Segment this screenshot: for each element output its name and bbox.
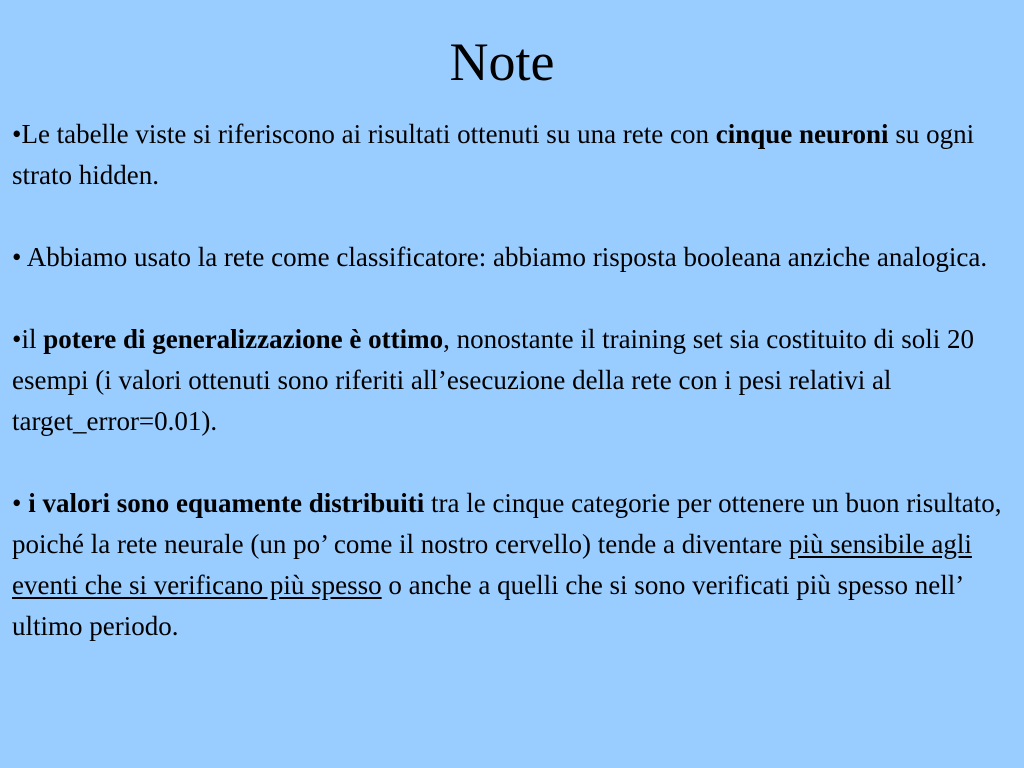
slide-title: Note [449, 32, 555, 92]
bullet-marker: • [12, 488, 22, 518]
bullet-3-bold: potere di generalizzazione è ottimo [43, 324, 444, 354]
bullet-marker: • [12, 324, 22, 354]
bullet-1-text-2: su ogni strato hidden. [12, 119, 975, 190]
slide-body [12, 114, 1002, 647]
bullet-3-text-2: , nonostante il training set sia costituito di soli 20 esempi (i valori ottenuti sono riferiti all’esecuzione della rete con i pesi relativi al target_error=0.01). [12, 324, 975, 436]
bullet-marker: • [12, 119, 22, 149]
bullet-2 [12, 237, 1002, 278]
bullet-marker: • [12, 242, 22, 272]
bullet-3-text-1: il [21, 324, 44, 354]
bullet-4-bold: i valori sono equamente distribuiti [28, 488, 425, 518]
bullet-4-text-2: tra le cinque categorie per ottenere un buon risultato, poiché la rete neurale (un po’ come il nostro cervello) tende a diventare [12, 488, 1002, 559]
bullet-4-underlined: più sensibile agli eventi che si verificano più spesso [12, 529, 972, 600]
bullet-4 [12, 483, 1002, 647]
bullet-3 [12, 319, 1002, 442]
bullet-2-text-1: Abbiamo usato la rete come classificatore: abbiamo risposta booleana anziche analogica. [21, 242, 988, 272]
bullet-1-bold: cinque neuroni [715, 119, 889, 149]
bullet-1-text-1: Le tabelle viste si riferiscono ai risultati ottenuti su una rete con [21, 119, 716, 149]
bullet-4-text-3: o anche a quelli che si sono verificati più spesso nell’ ultimo periodo. [12, 570, 963, 641]
bullet-1 [12, 114, 1002, 196]
